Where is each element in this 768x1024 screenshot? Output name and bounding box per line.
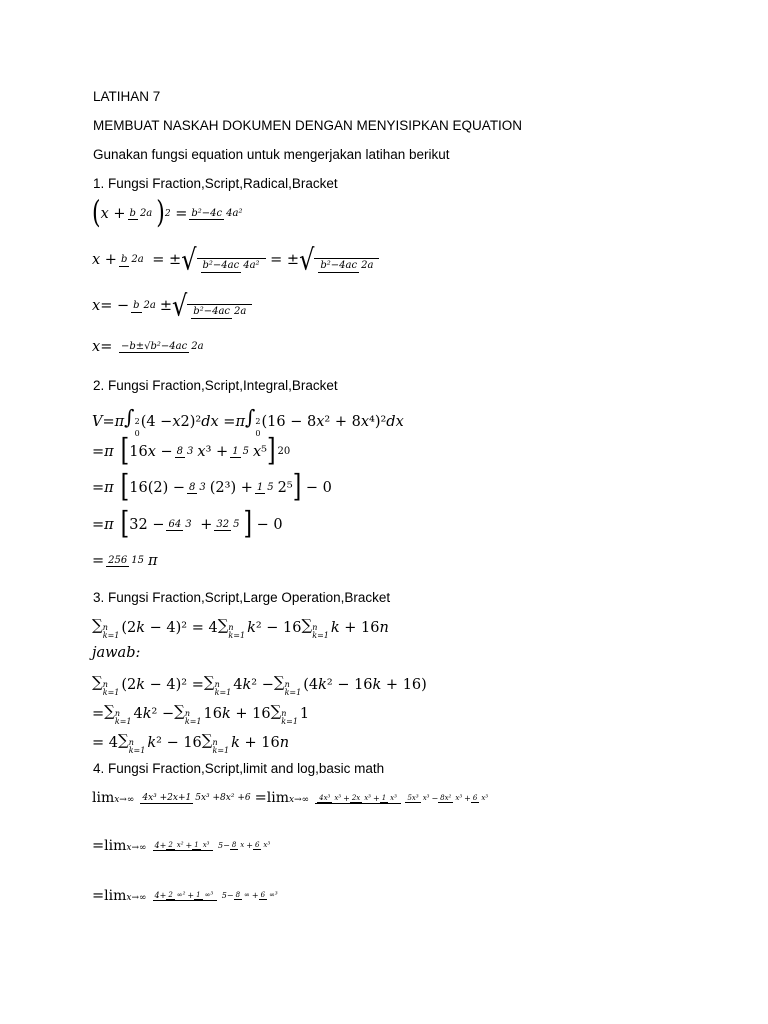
equation-3c: = ∑ n k=1 4 k ² − ∑ n k=1 16 k + 16 ∑ n k=1 1 — [92, 702, 310, 726]
equation-2e: = 256 15 π — [92, 553, 158, 569]
jawab-label: jawab: — [92, 645, 141, 661]
equation-4c: = limx→∞ 4+ 2 ∞² + 1 ∞³ 5− 8 ∞ + 6 ∞³ — [92, 888, 278, 905]
equation-2d: = π [ 32 − 64 3 + 32 5 ] − 0 — [92, 506, 283, 542]
equation-2a: V = π ∫ 2 0 (4 − x 2)² dx = π ∫ 2 0 (16 − 8 x ² + 8 x ⁴)² dx — [92, 405, 404, 438]
equation-4a: limx→∞ 4x³ +2x+1 5x³ +8x² +6 = limx→∞ 4x³ x³ + 2x x³ + 1 x³ 5x³ x³ − 8x² x³ + 6 x³ — [92, 790, 489, 807]
equation-1c: x = − b 2a ± √ b²−4ac 2a — [92, 294, 252, 319]
equation-1d: x = −b±√b²−4ac 2a — [92, 339, 204, 355]
section-1-heading: 1. Fungsi Fraction,Script,Radical,Bracket — [93, 176, 338, 191]
doc-title: LATIHAN 7 — [93, 89, 161, 104]
equation-1a: ( x + b 2a ) 2 = b²−4c 4a² — [92, 195, 243, 231]
equation-2b: = π [ 16 x − 8 3 x ³ + 1 5 x ⁵ ] 20 — [92, 433, 291, 469]
equation-4b: = limx→∞ 4+ 2 x² + 1 x³ 5− 8 x + 6 x³ — [92, 838, 271, 855]
section-3-heading: 3. Fungsi Fraction,Script,Large Operation,Bracket — [93, 590, 391, 605]
equation-1b: x + b 2a = ± √ b²−4ac 4a² = ± √ b²−4ac 2a — [92, 248, 379, 273]
doc-subtitle: MEMBUAT NASKAH DOKUMEN DENGAN MENYISIPKAN EQUATION — [93, 118, 523, 133]
equation-3a: ∑ n k=1 (2 k − 4)² = 4 ∑ n k=1 k ² − 16 ∑ n k=1 k + 16 n — [92, 616, 389, 640]
section-4-heading: 4. Fungsi Fraction,Script,limit and log,basic math — [93, 761, 385, 776]
doc-instruction: Gunakan fungsi equation untuk mengerjakan latihan berikut — [93, 147, 450, 162]
equation-3d: = 4 ∑ n k=1 k ² − 16 ∑ n k=1 k + 16 n — [92, 731, 290, 755]
equation-2c: = π [ 16(2) − 8 3 (2³) + 1 5 2⁵ ] − 0 — [92, 469, 332, 505]
equation-3b: ∑ n k=1 (2 k − 4)² = ∑ n k=1 4 k ² − ∑ n k=1 (4 k ² − 16 k + 16) — [92, 673, 427, 697]
section-2-heading: 2. Fungsi Fraction,Script,Integral,Bracket — [93, 378, 338, 393]
